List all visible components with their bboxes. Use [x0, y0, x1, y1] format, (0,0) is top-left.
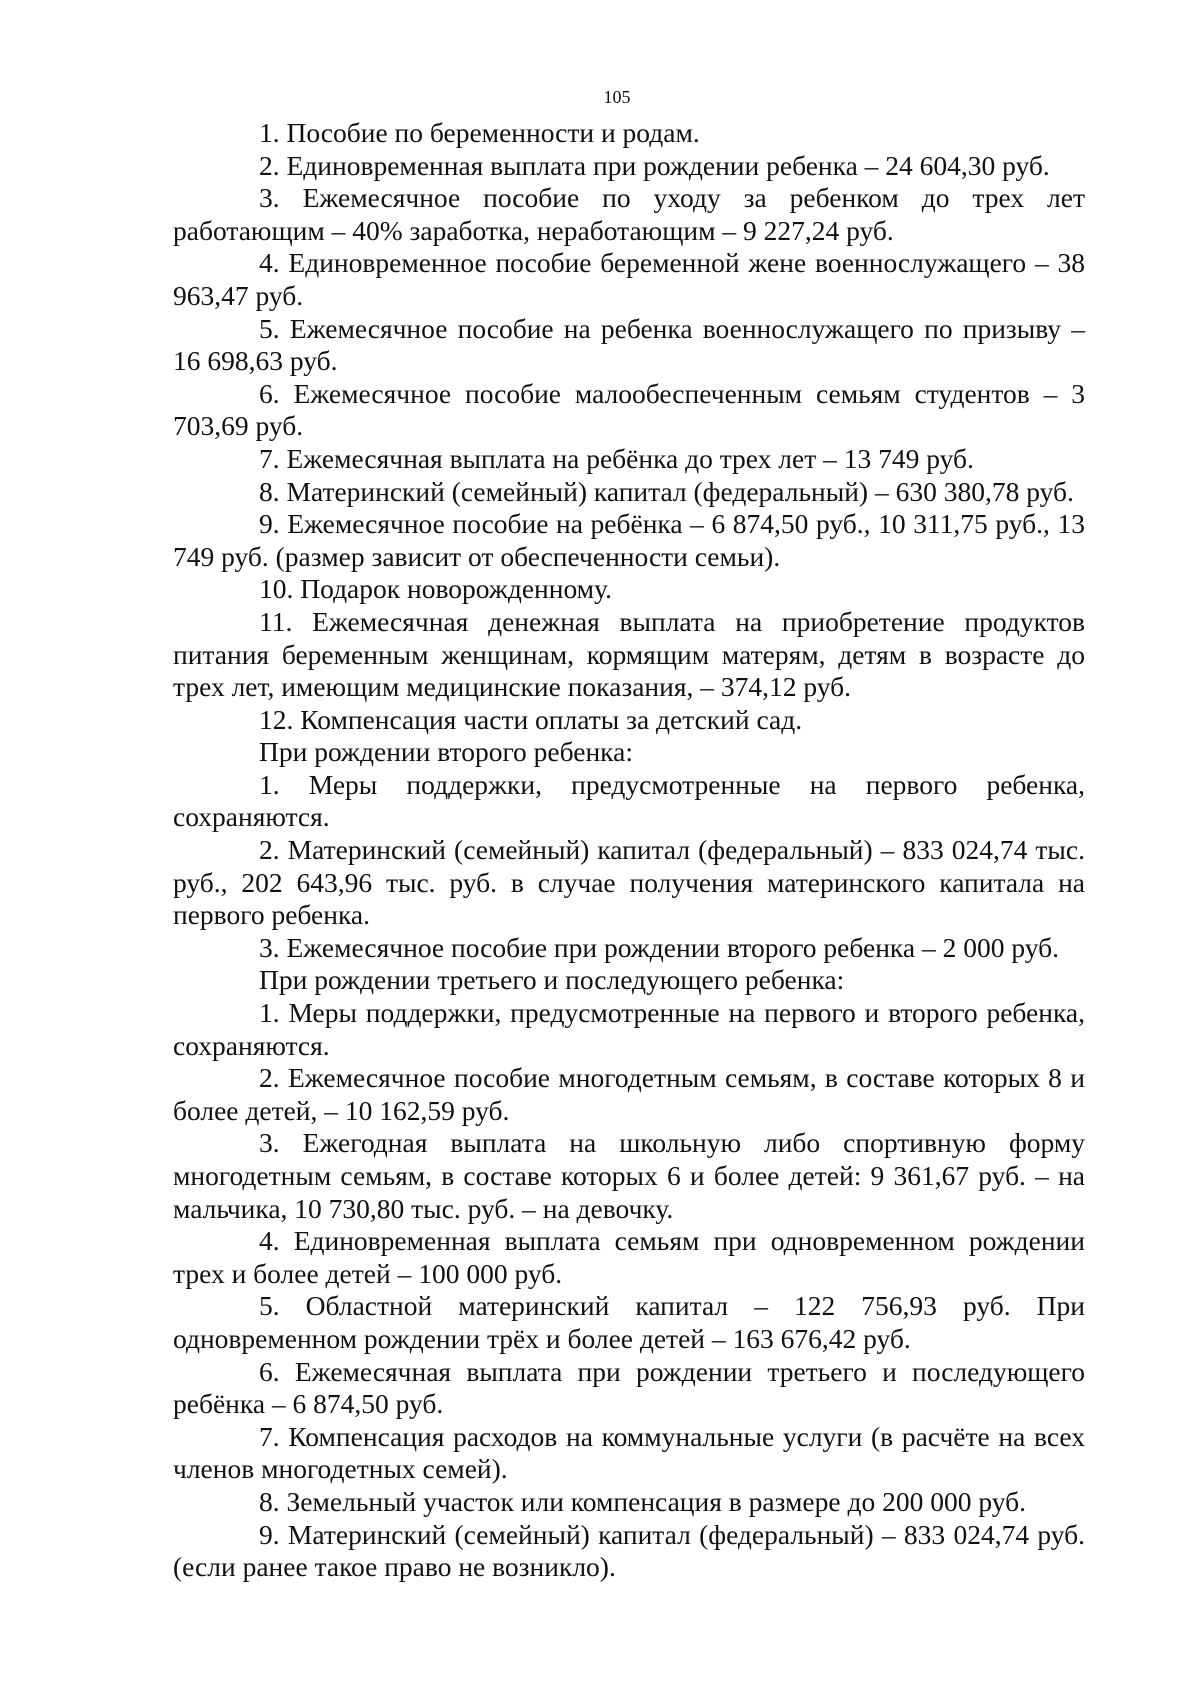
- paragraph: 9. Ежемесячное пособие на ребёнка – 6 874,50 руб., 10 311,75 руб., 13 749 руб. (размер зависит от обеспеченности семьи).: [173, 508, 1085, 572]
- paragraph: 2. Ежемесячное пособие многодетным семьям, в составе которых 8 и более детей, – 10 162,59 руб.: [173, 1062, 1085, 1126]
- paragraph: 1. Меры поддержки, предусмотренные на первого ребенка, сохраняются.: [173, 768, 1085, 833]
- paragraph: 2. Единовременная выплата при рождении ребенка – 24 604,30 руб.: [259, 149, 1050, 181]
- paragraph: 8. Земельный участок или компенсация в размере до 200 000 руб.: [259, 1485, 1026, 1517]
- document-body: [173, 117, 1085, 1584]
- paragraph: 1. Пособие по беременности и родам.: [259, 117, 700, 148]
- paragraph: 3. Ежемесячное пособие по уходу за ребенком до трех лет работающим – 40% заработка, неработающим – 9 227,24 руб.: [173, 182, 1085, 246]
- paragraph: 7. Компенсация расходов на коммунальные услуги (в расчёте на всех членов многодетных семей).: [173, 1420, 1085, 1485]
- page-number: 105: [603, 87, 631, 107]
- paragraph: 7. Ежемесячная выплата на ребёнка до трех лет – 13 749 руб.: [259, 442, 974, 474]
- paragraph: 1. Меры поддержки, предусмотренные на первого и второго ребенка, сохраняются.: [173, 997, 1085, 1061]
- paragraph: 5. Ежемесячное пособие на ребенка военнослужащего по призыву – 16 698,63 руб.: [173, 312, 1085, 377]
- paragraph: 3. Ежемесячное пособие при рождении второго ребенка – 2 000 руб.: [259, 931, 1059, 963]
- paragraph: 4. Единовременная выплата семьям при одновременном рождении трех и более детей – 100 000 руб.: [173, 1225, 1085, 1289]
- paragraph: 6. Ежемесячное пособие малообеспеченным семьям студентов – 3 703,69 руб.: [173, 377, 1085, 442]
- paragraph: 2. Материнский (семейный) капитал (федеральный) – 833 024,74 тыс. руб., 202 643,96 тыс. руб. в случае получения материнского капитала на первого ребенка.: [173, 834, 1085, 931]
- section-heading: При рождении третьего и последующего ребенка:: [259, 964, 845, 996]
- section-heading: При рождении второго ребенка:: [259, 736, 633, 768]
- paragraph: 4. Единовременное пособие беременной жене военнослужащего – 38 963,47 руб.: [173, 247, 1085, 311]
- paragraph: 3. Ежегодная выплата на школьную либо спортивную форму многодетным семьям, в составе которых 6 и более детей: 9 361,67 руб. – на мальчика, 10 730,80 тыс. руб. – на девочку.: [173, 1127, 1085, 1224]
- paragraph: 11. Ежемесячная денежная выплата на приобретение продуктов питания беременным женщинам, кормящим матерям, детям в возрасте до трех лет, имеющим медицинские показания, – 374,12 руб.: [173, 605, 1085, 703]
- paragraph: 5. Областной материнский капитал – 122 756,93 руб. При одновременном рождении трёх и более детей – 163 676,42 руб.: [173, 1290, 1085, 1354]
- paragraph: 6. Ежемесячная выплата при рождении третьего и последующего ребёнка – 6 874,50 руб.: [173, 1355, 1085, 1420]
- paragraph: 9. Материнский (семейный) капитал (федеральный) – 833 024,74 руб. (если ранее такое право не возникло).: [173, 1518, 1085, 1583]
- paragraph: 10. Подарок новорожденному.: [259, 573, 612, 605]
- paragraph: 12. Компенсация части оплаты за детский сад.: [259, 703, 803, 735]
- paragraph: 8. Материнский (семейный) капитал (федеральный) – 630 380,78 руб.: [259, 475, 1074, 507]
